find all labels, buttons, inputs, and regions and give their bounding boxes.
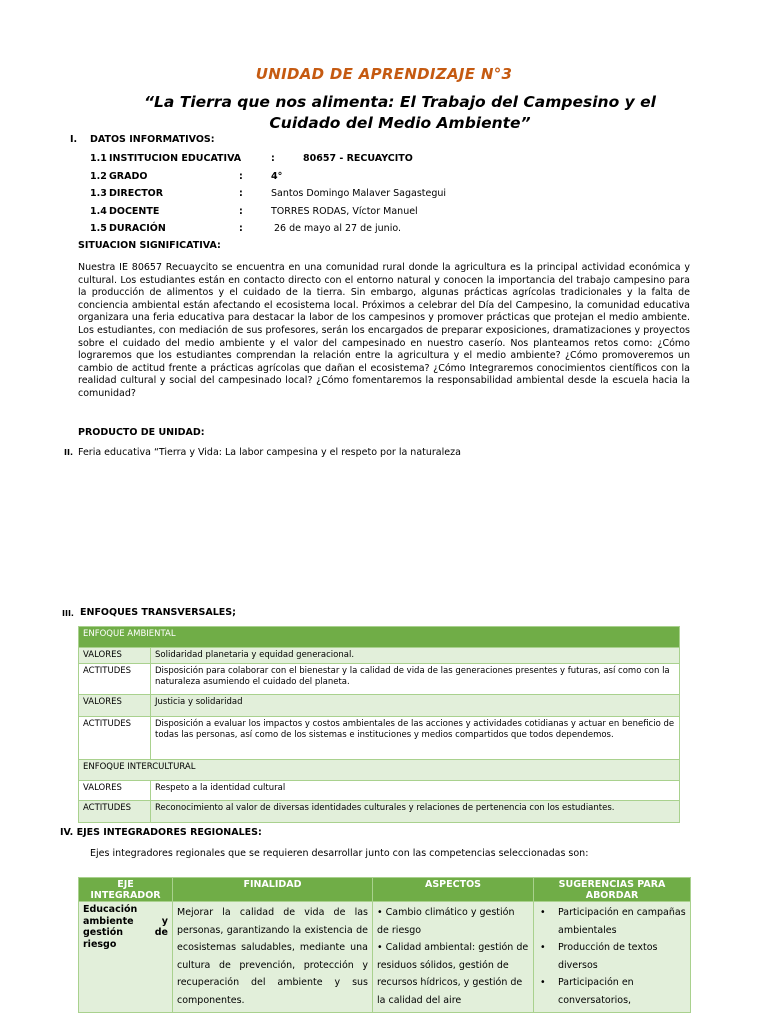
row-label: ACTITUDES [79, 664, 151, 695]
section-4-title: IV. EJES INTEGRADORES REGIONALES: [60, 827, 262, 838]
producto-text: Feria educativa “Tierra y Vida: La labor campesina y el respeto por la naturaleza [78, 447, 461, 458]
aspectos-cell [373, 902, 534, 1013]
table-row [79, 648, 680, 664]
row-label: VALORES [79, 781, 151, 801]
info-num: 1.1 [90, 153, 107, 164]
finalidad-cell: Mejorar la calidad de vida de las personas, garantizando la existencia de ecosistemas saludables, mediante una cultura de prevención, protección y recuperación del ambiente y sus componentes. [173, 902, 373, 1013]
row-label: ACTITUDES [79, 717, 151, 760]
info-colon: : [239, 206, 243, 217]
info-row-institucion [90, 153, 690, 167]
section-2-number: II. [64, 448, 73, 457]
info-label: DURACIÓN [109, 223, 166, 234]
list-item: • Producción de textos diversos [538, 939, 686, 974]
row-text: Respeto a la identidad cultural [151, 781, 680, 801]
info-num: 1.2 [90, 171, 107, 182]
row-text: Disposición a evaluar los impactos y costos ambientales de las acciones y actividades cotidianas y actuar en beneficio de todas las personas, así como de los sistemas e instituciones y medios compartidos que todos dependemos. [151, 717, 680, 760]
section-1-title: DATOS INFORMATIVOS: [90, 134, 215, 145]
table-row [79, 664, 680, 695]
table-row [79, 695, 680, 717]
table-row [79, 717, 680, 760]
info-value: 26 de mayo al 27 de junio. [274, 223, 402, 234]
list-item: • Calidad ambiental: gestión de residuos sólidos, gestión de recursos hídricos, y gestión de la calidad del aire [377, 939, 529, 1009]
list-item: • Participación en campañas ambientales [538, 904, 686, 939]
row-text: Justicia y solidaridad [151, 695, 680, 717]
eje-cell: Educación ambiente y gestión de riesgo [79, 902, 173, 1013]
info-label: DOCENTE [109, 206, 160, 217]
sugerencias-cell [534, 902, 691, 1013]
info-colon: : [239, 171, 243, 182]
info-value: 80657 - RECUAYCITO [303, 153, 413, 164]
table-row [79, 801, 680, 823]
info-label: DIRECTOR [109, 188, 164, 199]
info-label: INSTITUCION EDUCATIVA [109, 153, 242, 164]
info-num: 1.4 [90, 206, 107, 217]
info-label: GRADO [109, 171, 148, 182]
situacion-text: Nuestra IE 80657 Recuaycito se encuentra en una comunidad rural donde la agricultura es la principal actividad económica y cultural. Los estudiantes están en contacto directo con el entorno natural y conocen la importancia del trabajo campesino para la producción de alimentos y el cuidado de la tierra. Sin embargo, algunas prácticas agrícolas tradicionales y la falta de conciencia ambiental están afectando el ecosistema local. Próximos a celebrar del Día del Campesino, la comunidad educativa organizara una feria educativa para destacar la labor de los campesinos y promover prácticas que protejan el medio ambiente. Los estudiantes, con mediación de sus profesores, serán los encargados de preparar exposiciones, dramatizaciones y proyectos sobre el cuidado del medio ambiente y el valor del campesinado en nuestro caserío. Nos planteamos retos como: ¿Cómo lograremos que los estudiantes comprendan la relación entre la agricultura y el medio ambiente? ¿Cómo promoveremos un cambio de actitud frente a prácticas agrícolas que dañan el ecosistema? ¿Cómo Integraremos conocimientos científicos con la realidad cultural y social del campesinado local? ¿Cómo fomentaremos la responsabilidad ambiental desde la escuela hacia la comunidad? [78, 262, 690, 399]
section-3-number: III. [62, 609, 74, 618]
list-item: • Cambio climático y gestión de riesgo [377, 904, 529, 939]
producto-title: PRODUCTO DE UNIDAD: [78, 427, 205, 438]
info-num: 1.3 [90, 188, 107, 199]
info-colon: : [239, 223, 243, 234]
info-colon: : [271, 153, 275, 164]
row-label: VALORES [79, 695, 151, 717]
section-1-number: I. [70, 134, 78, 145]
table-row [79, 781, 680, 801]
info-value: Santos Domingo Malaver Sagastegui [271, 188, 447, 199]
unit-title: UNIDAD DE APRENDIZAJE N°3 [255, 65, 513, 83]
enfoque-intercultural-header: ENFOQUE INTERCULTURAL [79, 760, 680, 781]
enfoques-table [78, 626, 680, 823]
header-sugerencias: SUGERENCIAS PARA ABORDAR [534, 878, 691, 902]
row-text: Disposición para colaborar con el bienestar y la calidad de vida de las generaciones presentes y futuras, así como con la naturaleza asumiendo el cuidado del planeta. [151, 664, 680, 695]
list-item: • Participación en conversatorios, [538, 974, 686, 1009]
row-text: Solidaridad planetaria y equidad generacional. [151, 648, 680, 664]
header-eje: EJE INTEGRADOR [79, 878, 173, 902]
ejes-table [78, 877, 691, 1013]
info-row-grado [90, 171, 690, 185]
info-value: 4° [271, 171, 283, 182]
section-3-title: ENFOQUES TRANSVERSALES; [80, 607, 236, 618]
header-aspectos: ASPECTOS [373, 878, 534, 902]
row-label: ACTITUDES [79, 801, 151, 823]
info-value: TORRES RODAS, Víctor Manuel [271, 206, 418, 217]
info-row-director [90, 188, 690, 202]
row-label: VALORES [79, 648, 151, 664]
info-num: 1.5 [90, 223, 107, 234]
main-title: “La Tierra que nos alimenta: El Trabajo del Campesino y el Cuidado del Medio Ambiente” [144, 93, 656, 132]
enfoque-ambiental-header: ENFOQUE AMBIENTAL [79, 627, 680, 648]
row-text: Reconocimiento al valor de diversas identidades culturales y relaciones de pertenencia con los estudiantes. [151, 801, 680, 823]
ejes-intro: Ejes integradores regionales que se requieren desarrollar junto con las competencias seleccionadas son: [90, 848, 589, 859]
info-row-docente [90, 206, 690, 220]
info-row-duracion [90, 223, 690, 237]
header-finalidad: FINALIDAD [173, 878, 373, 902]
situacion-title: SITUACION SIGNIFICATIVA: [78, 240, 221, 251]
info-colon: : [239, 188, 243, 199]
table-row [79, 902, 691, 1013]
